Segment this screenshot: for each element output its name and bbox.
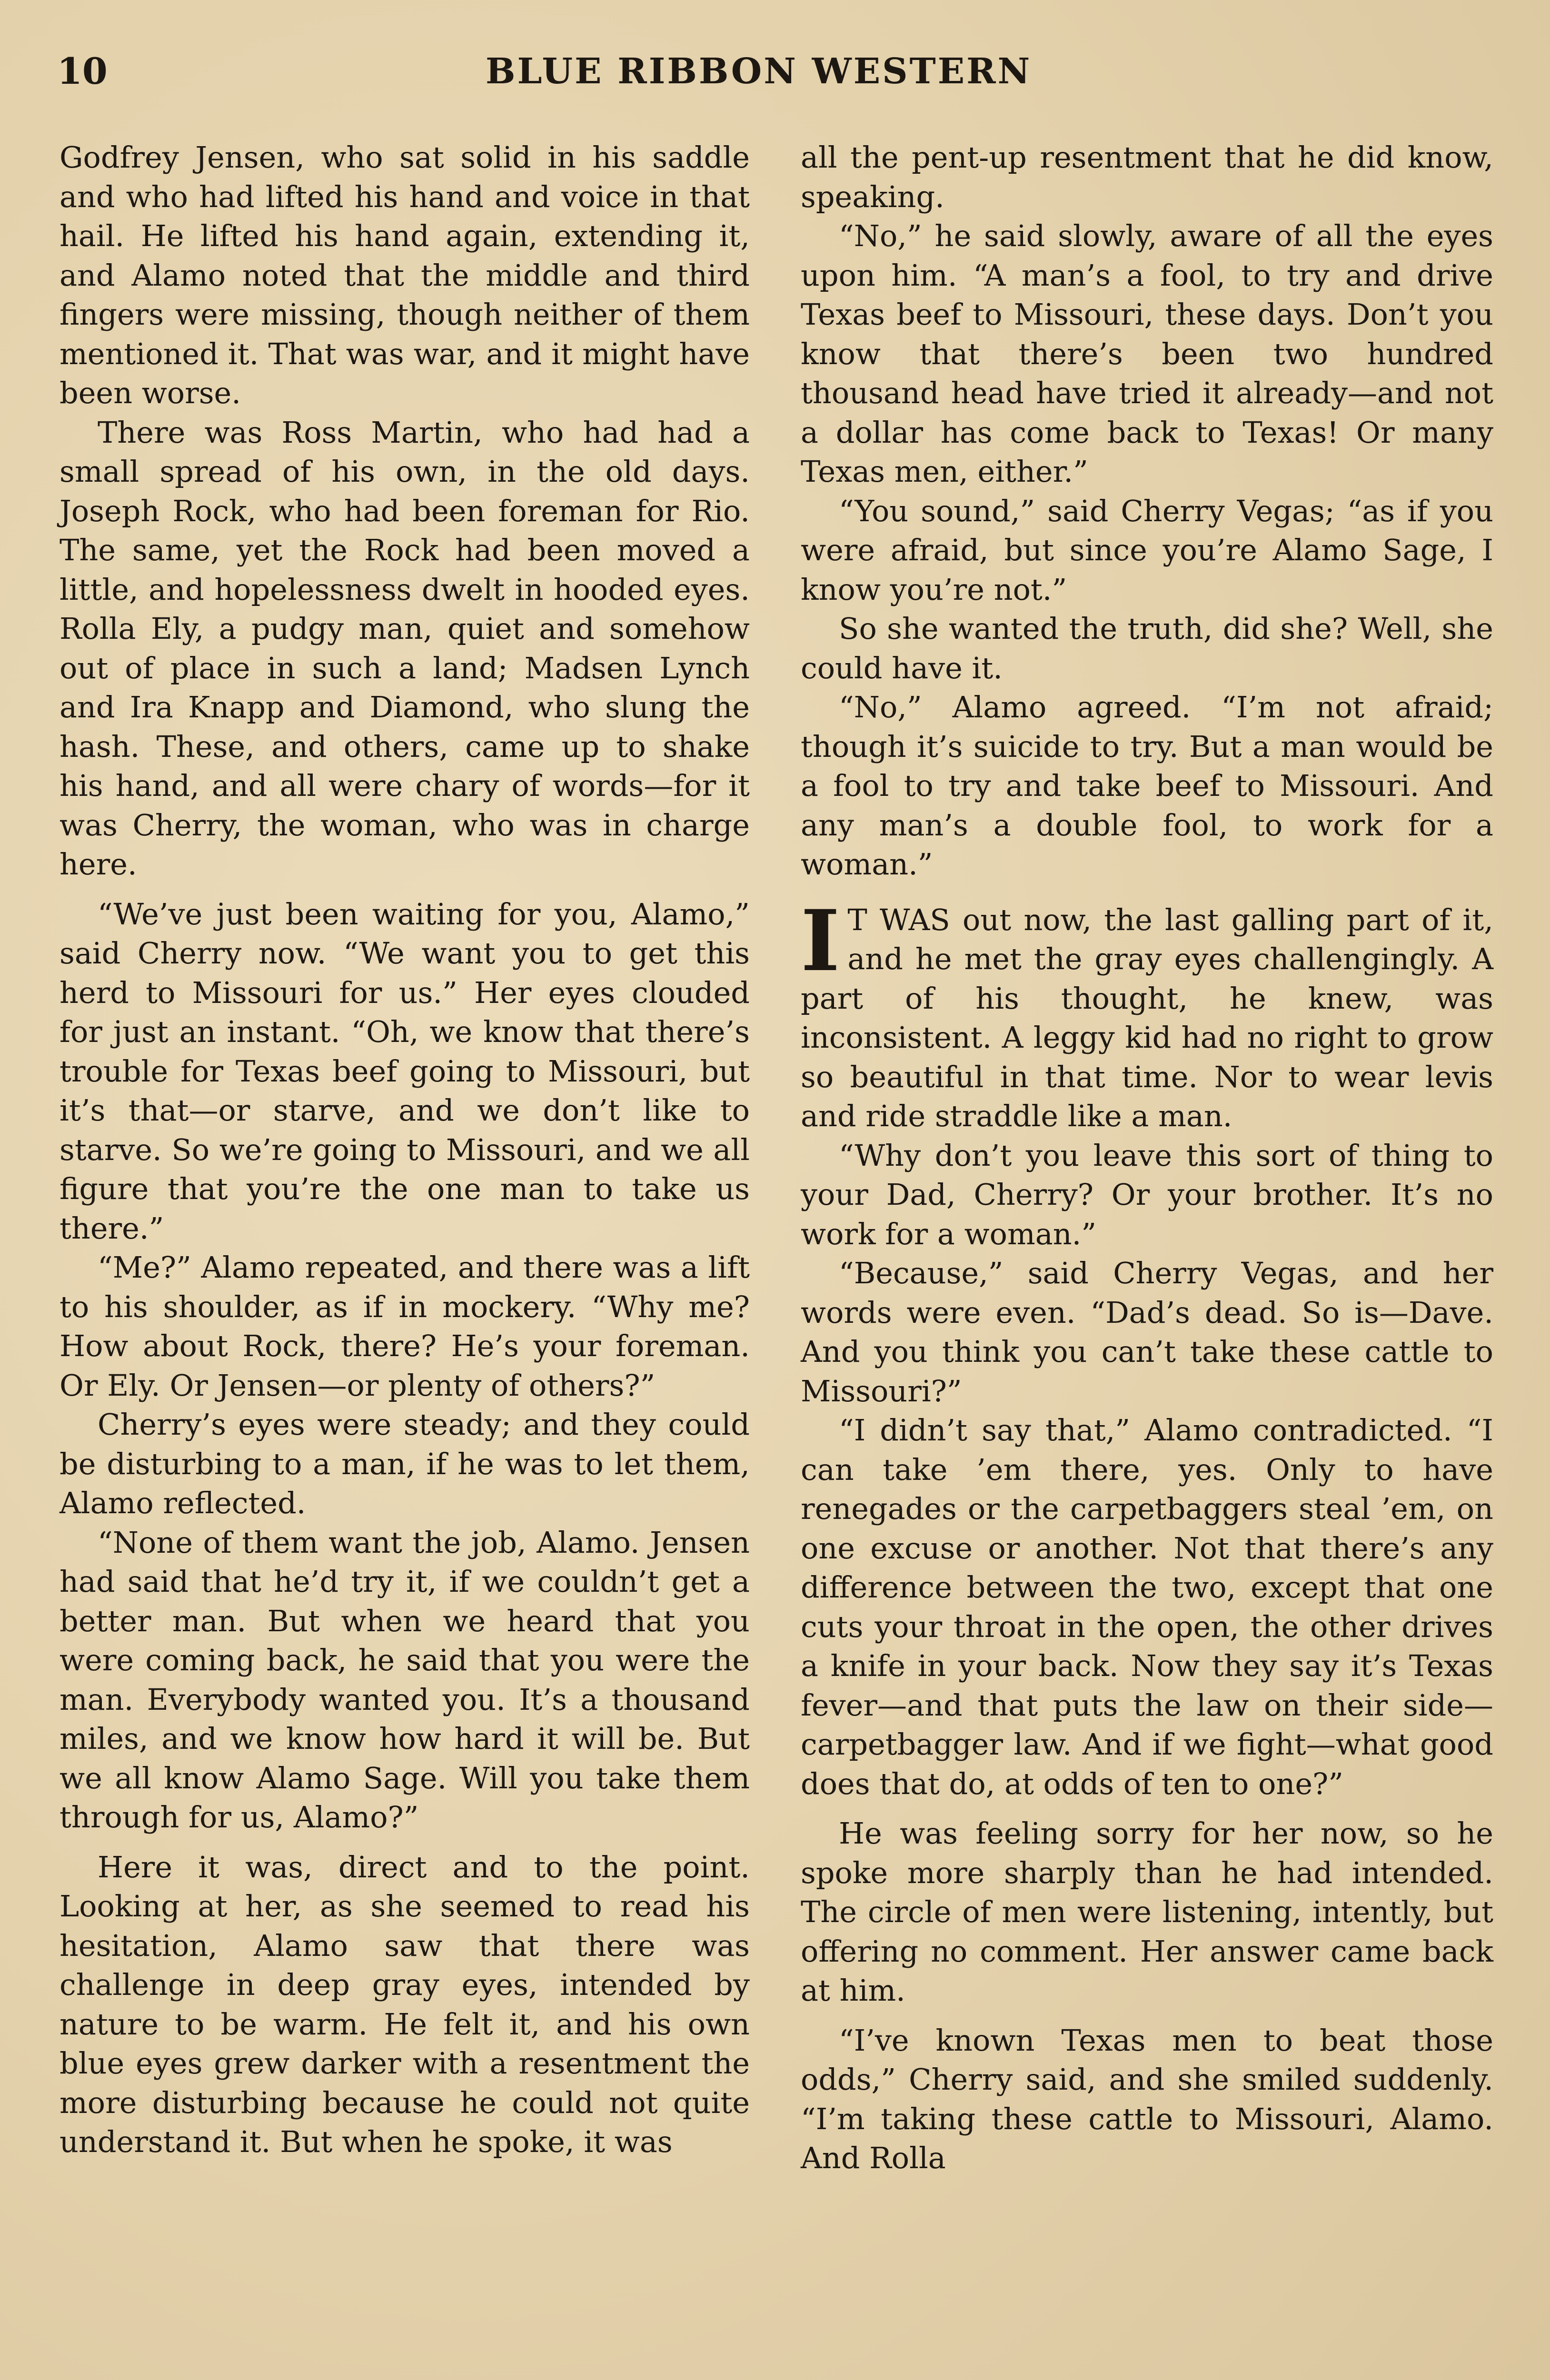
section-start-paragraph: [801, 891, 1493, 1136]
page-number: 10: [57, 50, 108, 92]
paragraph: “Me?” Alamo repeated, and there was a lift to his shoulder, as if in mockery. “Why me? How about Rock, there? He’s your foreman. Or Ely. Or Jensen—or plenty of others?”: [60, 1250, 750, 1403]
paragraph: “None of them want the job, Alamo. Jensen had said that he’d try it, if we couldn’t get a better man. But when we heard that you were coming back, he said that you were the man. Everybody wanted you. It’s a thousand miles, and we know how hard it will be. But we all know Alamo Sage. Will you take them through for us, Alamo?”: [60, 1525, 750, 1835]
paragraph: “No,” Alamo agreed. “I’m not afraid; though it’s suicide to try. But a man would be a fool to try and take beef to Missouri. And any man’s a double fool, to work for a woman.”: [801, 690, 1493, 882]
paragraph: Godfrey Jensen, who sat solid in his saddle and who had lifted his hand and voice in that hail. He lifted his hand again, extending it, and Alamo noted that the middle and third fingers were missing, though neither of them mentioned it. That was war, and it might have been worse.: [60, 140, 750, 410]
right-column: [801, 138, 1493, 2178]
drop-cap: I: [801, 891, 840, 990]
paragraph-text: T WAS out now, the last galling part of it, and he met the gray eyes challengingly. A part of his thought, he knew, was inconsistent. A leggy kid had no right to grow so beautiful in that time. Nor to wear levis and ride straddle like a man.: [801, 902, 1493, 1133]
running-title: BLUE RIBBON WESTERN: [486, 51, 1032, 92]
paragraph: “No,” he said slowly, aware of all the eyes upon him. “A man’s a fool, to try and drive Texas beef to Missouri, these days. Don’t you know that there’s been two hundred thousand head have tried it already—and not a dollar has come back to Texas! Or many Texas men, either.”: [801, 218, 1493, 489]
paragraph: “Because,” said Cherry Vegas, and her words were even. “Dad’s dead. So is—Dave. And you think you can’t take these cattle to Missouri?”: [801, 1256, 1493, 1408]
paragraph: “You sound,” said Cherry Vegas; “as if you were afraid, but since you’re Alamo Sage, I know you’re not.”: [801, 493, 1493, 607]
paragraph: There was Ross Martin, who had had a small spread of his own, in the old days. Joseph Rock, who had been foreman for Rio. The same, yet the Rock had been moved a little, and hopelessness dwelt in hooded eyes. Rolla Ely, a pudgy man, quiet and somehow out of place in such a land; Madsen Lynch and Ira Knapp and Diamond, who slung the hash. These, and others, came up to shake his hand, and all were chary of words—for it was Cherry, the woman, who was in charge here.: [60, 415, 750, 882]
left-column: [60, 138, 750, 2162]
paragraph: “I’ve known Texas men to beat those odds,” Cherry said, and she smiled suddenly. “I’m taking these cattle to Missouri, Alamo. And Rolla: [801, 2023, 1493, 2175]
paragraph: all the pent-up resentment that he did know, speaking.: [801, 140, 1493, 214]
paragraph: “Why don’t you leave this sort of thing to your Dad, Cherry? Or your brother. It’s no work for a woman.”: [801, 1138, 1493, 1251]
paragraph: Cherry’s eyes were steady; and they could be disturbing to a man, if he was to let them, Alamo reflected.: [60, 1407, 750, 1520]
paragraph: He was feeling sorry for her now, so he spoke more sharply than he had intended. The circle of men were listening, intently, but offering no comment. Her answer came back at him.: [801, 1816, 1493, 2008]
paragraph: “I didn’t say that,” Alamo contradicted. “I can take ’em there, yes. Only to have renegades or the carpetbaggers steal ’em, on one excuse or another. Not that there’s any difference between the two, except that one cuts your throat in the open, the other drives a knife in your back. Now they say it’s Texas fever—and that puts the law on their side—carpetbagger law. And if we fight—what good does that do, at odds of ten to one?”: [801, 1413, 1493, 1801]
paragraph: Here it was, direct and to the point. Looking at her, as she seemed to read his hesitation, Alamo saw that there was challenge in deep gray eyes, intended by nature to be warm. He felt it, and his own blue eyes grew darker with a resentment the more disturbing because he could not quite understand it. But when he spoke, it was: [60, 1849, 750, 2159]
page-header: [57, 43, 1495, 100]
paragraph: So she wanted the truth, did she? Well, she could have it.: [801, 611, 1493, 685]
paragraph: “We’ve just been waiting for you, Alamo,” said Cherry now. “We want you to get this herd to Missouri for us.” Her eyes clouded for just an instant. “Oh, we know that there’s trouble for Texas beef going to Missouri, but it’s that—or starve, and we don’t like to starve. So we’re going to Missouri, and we all figure that you’re the one man to take us there.”: [60, 896, 750, 1246]
